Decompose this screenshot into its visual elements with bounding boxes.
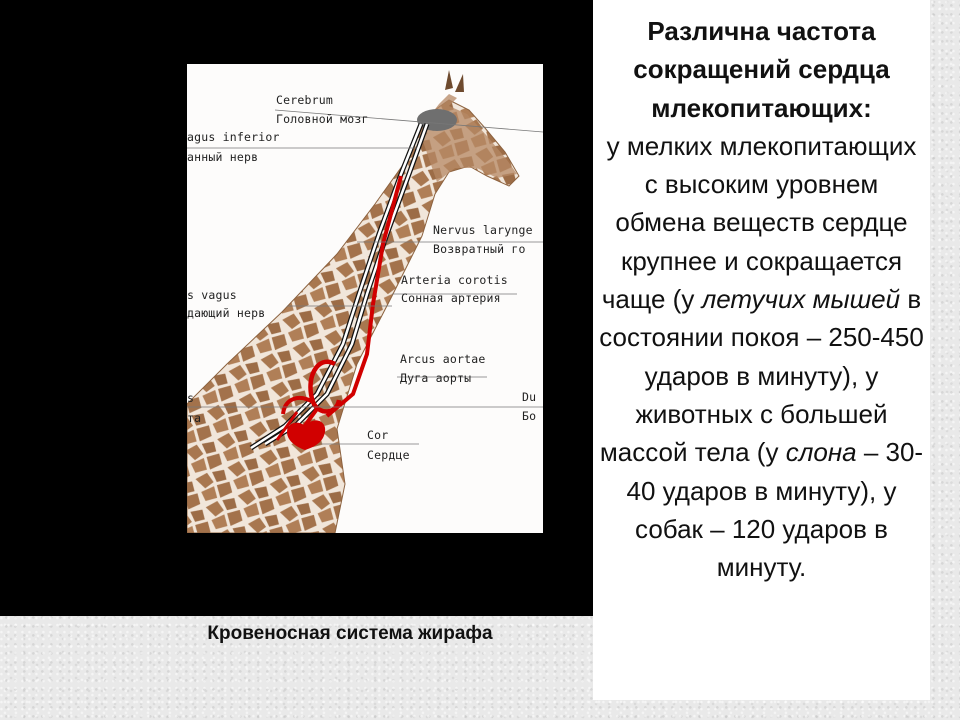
panel-text-1: у мелких млекопитающих с высоким уровнем обмена веществ сердце крупнее и сокращается чаще — [601, 130, 917, 315]
panel-text-2: (у — [672, 284, 695, 315]
panel-text-4: – 30-40 ударов в минуту), у собак – 120 ударов в минуту. — [626, 437, 924, 583]
panel-emphasis-elephant: слона — [785, 437, 857, 468]
info-text-panel — [593, 0, 930, 700]
brain-shape — [417, 109, 457, 131]
label-carotis-latin: Arteria corotis — [401, 273, 508, 287]
label-carotis-russian: Сонная артерия — [401, 291, 501, 305]
panel-paragraph — [599, 127, 924, 587]
label-left-ta: та — [187, 411, 202, 425]
label-du-russian: Бо — [522, 409, 537, 423]
label-cor-latin: Cor — [367, 428, 389, 442]
label-cor-russian: Сердце — [367, 448, 410, 462]
label-laryngeus-latin: Nervus larynge — [433, 223, 533, 237]
label-vagus-russian: дающий нерв — [187, 306, 266, 320]
panel-text-3: в состоянии покоя – 250-450 ударов в минуту), у животных с большей массой тела (у — [599, 284, 924, 468]
label-arcus-latin: Arcus aortae — [400, 352, 486, 366]
label-vagus-latin: s vagus — [187, 288, 237, 302]
panel-title: Различна частота сокращений сердца млекопитающих: — [633, 16, 890, 123]
label-arcus-russian: Дуга аорты — [400, 371, 472, 385]
label-vagus-inferior-russian: анный нерв — [187, 150, 259, 164]
label-cerebrum-russian: Головной мозг — [276, 112, 369, 126]
label-du-latin: Du — [522, 390, 537, 404]
label-left-s: s — [187, 391, 195, 405]
panel-emphasis-bats: летучих мышей — [701, 284, 901, 315]
label-vagus-inferior-latin: agus inferior — [187, 130, 280, 144]
figure-caption: Кровеносная система жирафа — [207, 623, 493, 644]
label-cerebrum-latin: Cerebrum — [276, 93, 333, 107]
giraffe-circulation-figure — [187, 64, 543, 533]
label-laryngeus-russian: Возвратный го — [433, 242, 526, 256]
